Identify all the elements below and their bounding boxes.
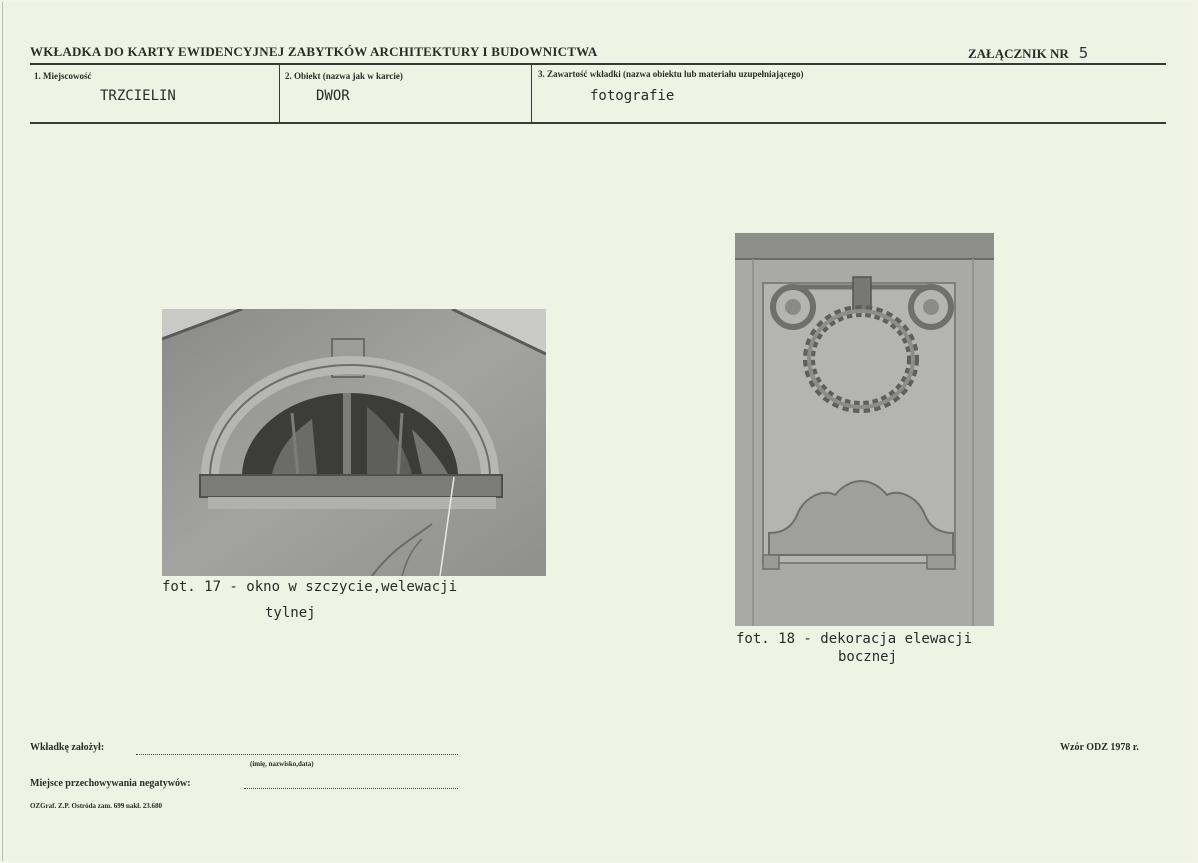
photo-17-gable-window (162, 309, 546, 576)
photo-18-image (735, 233, 994, 626)
annex-label-text: ZAŁĄCZNIK NR (968, 46, 1069, 61)
form-title: WKŁADKA DO KARTY EWIDENCYJNEJ ZABYTKÓW ARCHITEKTURY I BUDOWNICTWA (30, 44, 598, 59)
created-by-note: (imię, nazwisko,data) (250, 760, 314, 768)
header-rule-bottom (30, 122, 1166, 124)
photo-17-caption-line1: fot. 17 - okno w szczycie,welewacji (162, 579, 458, 595)
locality-value: TRZCIELIN (100, 88, 176, 104)
created-by-line (136, 754, 458, 755)
annex-number: 5 (1078, 44, 1089, 62)
negatives-location-line (244, 788, 458, 789)
negatives-location-label: Miejsce przechowywania negatywów: (30, 778, 191, 789)
locality-label: 1. Miejscowość (34, 71, 92, 81)
printer-note: OZGraf. Z.P. Ostróda zam. 699 nakł. 23.680 (30, 802, 162, 810)
object-label: 2. Obiekt (nazwa jak w karcie) (285, 71, 403, 81)
photo-17-image (162, 309, 546, 576)
photo-18-wreath-decoration (735, 233, 994, 626)
object-value: DWOR (316, 88, 350, 104)
created-by-label: Wkładkę założył: (30, 742, 105, 753)
field-divider-2 (531, 65, 532, 123)
content-label: 3. Zawartość wkładki (nazwa obiektu lub materiału uzupełniającego) (538, 69, 804, 79)
header-rule-top (30, 63, 1166, 65)
field-divider-1 (279, 65, 280, 123)
annex-label (968, 44, 1088, 62)
photo-18-caption-line1: fot. 18 - dekoracja elewacji (736, 631, 973, 647)
content-value: fotografie (590, 88, 675, 104)
photo-17-caption-line2: tylnej (265, 605, 316, 621)
photo-18-caption-line2: bocznej (838, 649, 898, 665)
form-reference: Wzór ODZ 1978 r. (1060, 742, 1139, 753)
